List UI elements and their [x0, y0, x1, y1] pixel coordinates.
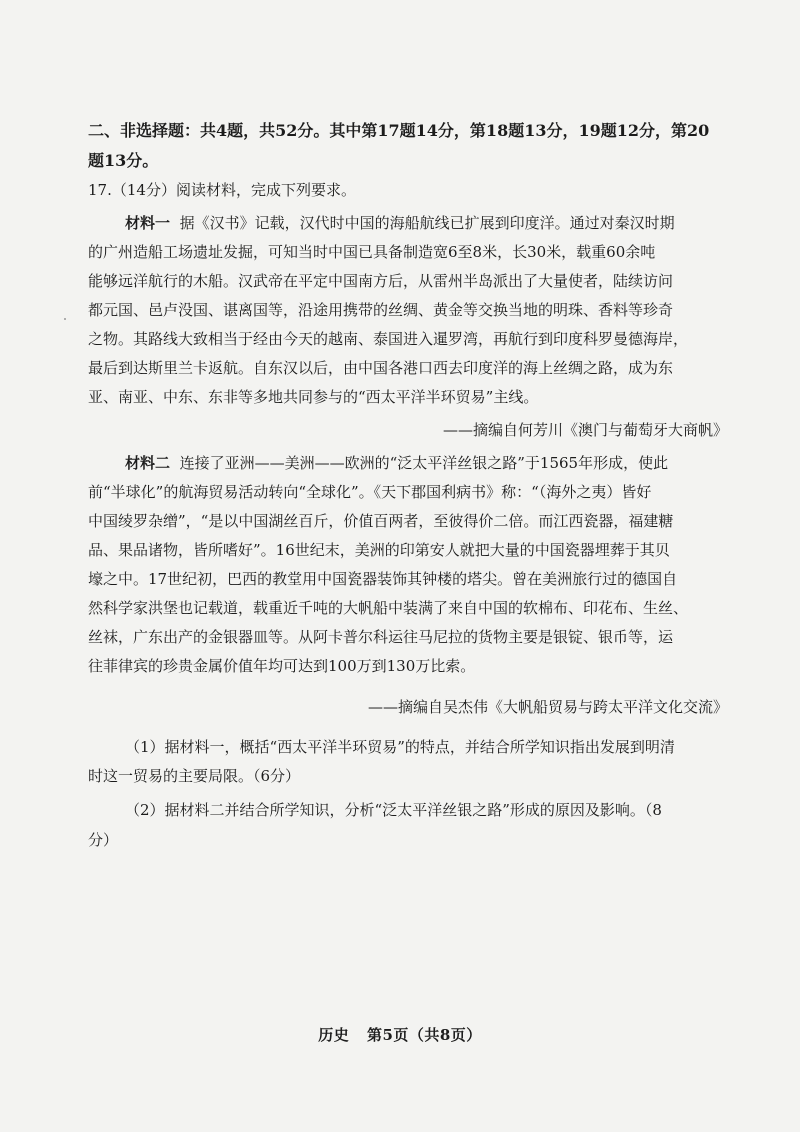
material-2-first-line — [125, 453, 668, 473]
material-2-line: 中国绫罗杂缯”，“是以中国湖丝百斤，价值百两者，至彼得价二倍。而江西瓷器，福建糖 — [88, 512, 674, 530]
material-1-source: ——摘编自何芳川《澳门与葡萄牙大商帆》 — [442, 421, 728, 439]
material-1-line: 之物。其路线大致相当于经由今天的越南、泰国进入暹罗湾，再航行到印度科罗曼德海岸， — [88, 330, 689, 348]
material-1-line: 亚、南亚、中东、东非等多地共同参与的“西太平洋半环贸易”主线。 — [88, 388, 539, 406]
material-1-line: 能够远洋航行的木船。汉武帝在平定中国南方后，从雷州半岛派出了大量使者，陆续访问 — [88, 272, 674, 290]
footer-subject: 历史 — [318, 1026, 350, 1044]
part-2-question-line-1: （2）据材料二并结合所学知识，分析“泛太平洋丝银之路”形成的原因及影响。（8 — [125, 801, 662, 819]
material-2-text: 连接了亚洲——美洲——欧洲的“泛太平洋丝银之路”于1565年形成，使此 — [179, 454, 669, 472]
material-2-source: ——摘编自吴杰伟《大帆船贸易与跨太平洋文化交流》 — [367, 698, 728, 716]
material-1-line: 最后到达斯里兰卡返航。自东汉以后，由中国各港口西去印度洋的海上丝绸之路，成为东 — [88, 359, 674, 377]
scan-speck — [64, 318, 66, 320]
part-2-question-line-2: 分） — [88, 831, 119, 849]
material-2-label: 材料二 — [125, 454, 171, 472]
material-1-line: 的广州造船工场遗址发掘，可知当时中国已具备制造宽6至8米，长30米，载重60余吨 — [88, 243, 656, 261]
material-2-line: 品、果品诸物，皆所嗜好”。16世纪末，美洲的印第安人就把大量的中国瓷器埋葬于其贝 — [88, 541, 670, 559]
material-1-first-line — [125, 213, 675, 233]
material-2-line: 前“半球化”的航海贸易活动转向“全球化”。《天下郡国利病书》称：“（海外之夷）皆好 — [88, 483, 652, 501]
question-17-title: 17.（14分）阅读材料，完成下列要求。 — [88, 181, 356, 199]
part-1-question-line-1: （1）据材料一，概括“西太平洋半环贸易”的特点，并结合所学知识指出发展到明清 — [125, 738, 675, 756]
material-2-line: 壕之中。17世纪初，巴西的教堂用中国瓷器装饰其钟楼的塔尖。曾在美洲旅行过的德国自 — [88, 570, 678, 588]
footer-page-number: 第5页（共8页） — [366, 1026, 482, 1044]
material-2-line: 往菲律宾的珍贵金属价值年均可达到100万到130万比索。 — [88, 657, 476, 675]
material-1-line: 都元国、邑卢没国、谌离国等，沿途用携带的丝绸、黄金等交换当地的明珠、香料等珍奇 — [88, 301, 674, 319]
material-2-line: 然科学家洪堡也记载道，载重近千吨的大帆船中装满了来自中国的软棉布、印花布、生丝、 — [88, 599, 689, 617]
material-1-label: 材料一 — [125, 214, 171, 232]
section-heading-line-1: 二、非选择题：共4题，共52分。其中第17题14分，第18题13分，19题12分，第20 — [88, 121, 710, 140]
page-footer — [0, 1024, 800, 1045]
section-heading-line-2: 题13分。 — [88, 151, 159, 170]
material-1-text: 据《汉书》记载，汉代时中国的海船航线已扩展到印度洋。通过对秦汉时期 — [179, 214, 675, 232]
material-2-line: 丝袜，广东出产的金银器皿等。从阿卡普尔科运往马尼拉的货物主要是银锭、银币等，运 — [88, 628, 674, 646]
part-1-question-line-2: 时这一贸易的主要局限。（6分） — [88, 767, 301, 785]
